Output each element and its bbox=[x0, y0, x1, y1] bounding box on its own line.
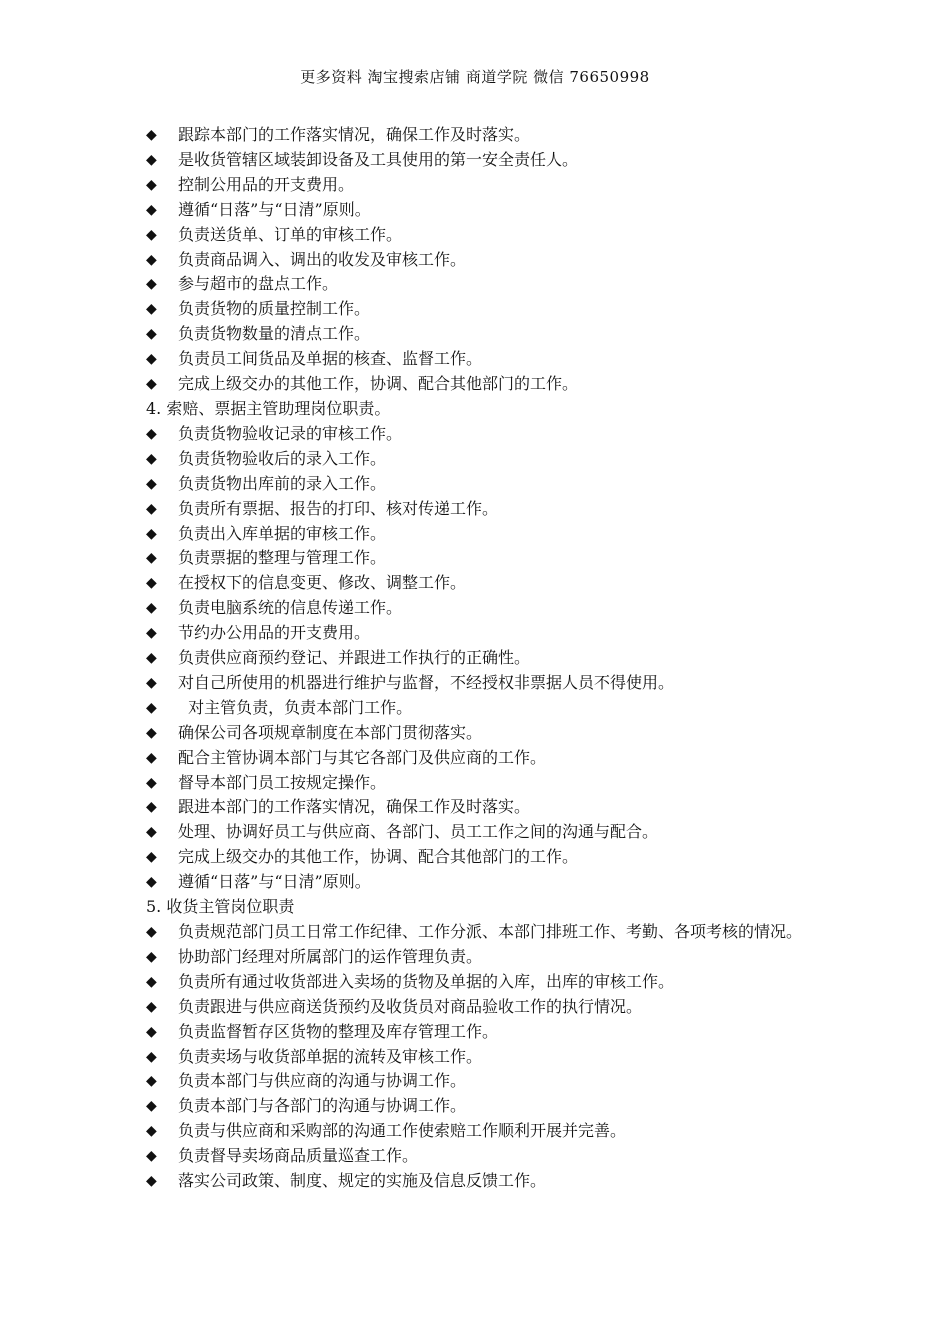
diamond-bullet-icon: ◆ bbox=[146, 924, 157, 940]
diamond-bullet-icon: ◆ bbox=[146, 874, 157, 891]
list-item: ◆ 落实公司政策、制度、规定的实施及信息反馈工作。 bbox=[146, 1169, 826, 1194]
list-item: ◆ 确保公司各项规章制度在本部门贯彻落实。 bbox=[146, 721, 826, 746]
list-item: ◆ 完成上级交办的其他工作，协调、配合其他部门的工作。 bbox=[146, 845, 826, 870]
diamond-bullet-icon: ◆ bbox=[146, 251, 157, 268]
list-item: ◆ 负责商品调入、调出的收发及审核工作。 bbox=[146, 248, 826, 273]
list-item: ◆ 负责跟进与供应商送货预约及收货员对商品验收工作的执行情况。 bbox=[146, 995, 826, 1020]
list-item: ◆ 负责货物数量的清点工作。 bbox=[146, 322, 826, 347]
diamond-bullet-icon: ◆ bbox=[146, 650, 157, 667]
list-item: ◆ 处理、协调好员工与供应商、各部门、员工工作之间的沟通与配合。 bbox=[146, 820, 826, 845]
diamond-bullet-icon: ◆ bbox=[146, 1098, 157, 1115]
diamond-bullet-icon: ◆ bbox=[146, 1123, 157, 1140]
diamond-bullet-icon: ◆ bbox=[146, 973, 157, 990]
diamond-bullet-icon: ◆ bbox=[146, 575, 157, 592]
list-item: ◆ 跟进本部门的工作落实情况，确保工作及时落实。 bbox=[146, 795, 826, 820]
list-item: ◆ 负责电脑系统的信息传递工作。 bbox=[146, 596, 826, 621]
section-heading: 4. 索赔、票据主管助理岗位职责。 bbox=[146, 398, 391, 418]
diamond-bullet-icon: ◆ bbox=[146, 525, 157, 542]
list-item: ◆ 负责所有票据、报告的打印、核对传递工作。 bbox=[146, 497, 826, 522]
list-item: ◆ 负责送货单、订单的审核工作。 bbox=[146, 223, 826, 248]
section-5 bbox=[146, 895, 826, 1194]
list-item: ◆ 负责卖场与收货部单据的流转及审核工作。 bbox=[146, 1045, 826, 1070]
diamond-bullet-icon: ◆ bbox=[146, 326, 157, 343]
list-item: ◆ 负责货物验收后的录入工作。 bbox=[146, 447, 826, 472]
diamond-bullet-icon: ◆ bbox=[146, 351, 157, 368]
list-item: ◆ 负责督导卖场商品质量巡查工作。 bbox=[146, 1144, 826, 1169]
diamond-bullet-icon: ◆ bbox=[146, 749, 157, 766]
list-item: ◆ 负责规范部门员工日常工作纪律、工作分派、本部门排班工作、考勤、各项考核的情况。 bbox=[146, 920, 826, 945]
diamond-bullet-icon: ◆ bbox=[146, 301, 157, 318]
document-body bbox=[146, 123, 826, 1194]
list-item: ◆ 在授权下的信息变更、修改、调整工作。 bbox=[146, 571, 826, 596]
list-item: ◆ 负责货物验收记录的审核工作。 bbox=[146, 422, 826, 447]
list-item: ◆ 是收货管辖区域装卸设备及工具使用的第一安全责任人。 bbox=[146, 148, 826, 173]
diamond-bullet-icon: ◆ bbox=[146, 998, 157, 1015]
list-item: ◆ 对自己所使用的机器进行维护与监督，不经授权非票据人员不得使用。 bbox=[146, 671, 826, 696]
list-item: ◆ 协助部门经理对所属部门的运作管理负责。 bbox=[146, 945, 826, 970]
list-item: ◆ 完成上级交办的其他工作，协调、配合其他部门的工作。 bbox=[146, 372, 826, 397]
list-item: ◆ 负责供应商预约登记、并跟进工作执行的正确性。 bbox=[146, 646, 826, 671]
diamond-bullet-icon: ◆ bbox=[146, 1073, 157, 1090]
diamond-bullet-icon: ◆ bbox=[146, 376, 157, 393]
diamond-bullet-icon: ◆ bbox=[146, 1023, 157, 1040]
list-item: ◆ 负责出入库单据的审核工作。 bbox=[146, 522, 826, 547]
diamond-bullet-icon: ◆ bbox=[146, 849, 157, 866]
list-item: ◆ 督导本部门员工按规定操作。 bbox=[146, 771, 826, 796]
list-item: ◆ 负责票据的整理与管理工作。 bbox=[146, 546, 826, 571]
list-item: ◆ 负责员工间货品及单据的核查、监督工作。 bbox=[146, 347, 826, 372]
diamond-bullet-icon: ◆ bbox=[146, 500, 157, 517]
diamond-bullet-icon: ◆ bbox=[146, 226, 157, 243]
diamond-bullet-icon: ◆ bbox=[146, 276, 157, 293]
list-item: ◆ 遵循“日落”与“日清”原则。 bbox=[146, 870, 826, 895]
diamond-bullet-icon: ◆ bbox=[146, 475, 157, 492]
diamond-bullet-icon: ◆ bbox=[146, 450, 157, 467]
diamond-bullet-icon: ◆ bbox=[146, 948, 157, 965]
diamond-bullet-icon: ◆ bbox=[146, 674, 157, 691]
diamond-bullet-icon: ◆ bbox=[146, 1148, 157, 1165]
list-item: ◆ 配合主管协调本部门与其它各部门及供应商的工作。 bbox=[146, 746, 826, 771]
list-item: ◆ 负责本部门与各部门的沟通与协调工作。 bbox=[146, 1094, 826, 1119]
diamond-bullet-icon: ◆ bbox=[146, 176, 157, 193]
list-item: ◆ 遵循“日落”与“日清”原则。 bbox=[146, 198, 826, 223]
list-item: ◆ 跟踪本部门的工作落实情况，确保工作及时落实。 bbox=[146, 123, 826, 148]
list-item: ◆ 参与超市的盘点工作。 bbox=[146, 272, 826, 297]
section-1 bbox=[146, 123, 826, 397]
list-item: ◆ 负责监督暂存区货物的整理及库存管理工作。 bbox=[146, 1020, 826, 1045]
section-heading: 5. 收货主管岗位职责 bbox=[146, 897, 295, 917]
diamond-bullet-icon: ◆ bbox=[146, 1173, 157, 1190]
diamond-bullet-icon: ◆ bbox=[146, 151, 157, 168]
diamond-bullet-icon: ◆ bbox=[146, 127, 157, 143]
diamond-bullet-icon: ◆ bbox=[146, 550, 157, 567]
list-item: ◆ 负责本部门与供应商的沟通与协调工作。 bbox=[146, 1069, 826, 1094]
diamond-bullet-icon: ◆ bbox=[146, 799, 157, 816]
diamond-bullet-icon: ◆ bbox=[146, 625, 157, 642]
list-item: ◆ 负责与供应商和采购部的沟通工作使索赔工作顺利开展并完善。 bbox=[146, 1119, 826, 1144]
page-header: 更多资料 淘宝搜索店铺 商道学院 微信 76650998 bbox=[300, 68, 650, 86]
list-item: ◆ 对主管负责，负责本部门工作。 bbox=[146, 696, 826, 721]
list-item: ◆ 节约办公用品的开支费用。 bbox=[146, 621, 826, 646]
diamond-bullet-icon: ◆ bbox=[146, 425, 157, 442]
diamond-bullet-icon: ◆ bbox=[146, 824, 157, 841]
section-4 bbox=[146, 397, 826, 895]
list-item: ◆ 控制公用品的开支费用。 bbox=[146, 173, 826, 198]
diamond-bullet-icon: ◆ bbox=[146, 724, 157, 741]
list-item: ◆ 负责所有通过收货部进入卖场的货物及单据的入库，出库的审核工作。 bbox=[146, 970, 826, 995]
diamond-bullet-icon: ◆ bbox=[146, 600, 157, 617]
list-item: ◆ 负责货物出库前的录入工作。 bbox=[146, 472, 826, 497]
diamond-bullet-icon: ◆ bbox=[146, 1048, 157, 1065]
diamond-bullet-icon: ◆ bbox=[146, 699, 157, 716]
diamond-bullet-icon: ◆ bbox=[146, 774, 157, 791]
diamond-bullet-icon: ◆ bbox=[146, 201, 157, 218]
list-item: ◆ 负责货物的质量控制工作。 bbox=[146, 297, 826, 322]
